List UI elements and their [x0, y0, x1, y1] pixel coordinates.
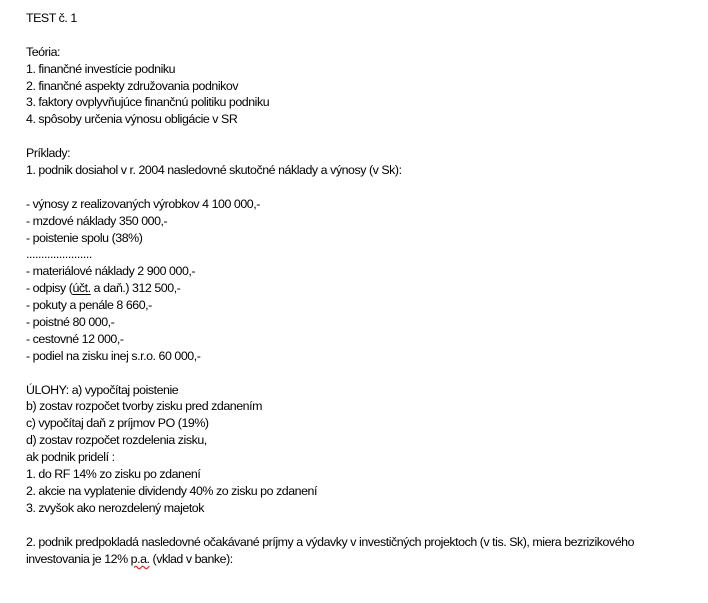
examples-heading: Príklady:	[26, 146, 71, 161]
cost-item: - výnosy z realizovaných výrobkov 4 100 000,-	[26, 196, 260, 211]
dotted-separator: ......................	[26, 247, 92, 262]
cost-item: - cestovné 12 000,-	[26, 331, 124, 346]
theory-item: 2. finančné aspekty združovania podnikov	[26, 78, 239, 93]
theory-item: 4. spôsoby určenia výnosu obligácie v SR	[26, 112, 238, 127]
document-title: TEST č. 1	[26, 11, 77, 25]
cost-item: - poistenie spolu (38%)	[26, 230, 143, 245]
example-1-intro: 1. podnik dosiahol v r. 2004 nasledovné skutočné náklady a výnosy (v Sk):	[26, 163, 402, 178]
example-2-intro: 2. podnik predpokladá nasledovné očakávané príjmy a výdavky v investičných projektoch (v tis. Sk), miera bezrizikového investovania je 12% p.a. (vklad v banke):	[26, 534, 635, 566]
cost-item: - mzdové náklady 350 000,-	[26, 213, 168, 228]
task-line: ak podnik pridelí :	[26, 450, 115, 465]
cost-item: - poistné 80 000,-	[26, 315, 115, 330]
task-line: d) zostav rozpočet rozdelenia zisku,	[26, 433, 207, 448]
task-line: ÚLOHY: a) vypočítaj poistenie	[26, 382, 179, 397]
document-body	[26, 10, 696, 567]
cost-item: - materiálové náklady 2 900 000,-	[26, 264, 196, 279]
theory-item: 3. faktory ovplyvňujúce finančnú politiku podniku	[26, 95, 270, 110]
theory-item: 1. finančné investície podniku	[26, 61, 176, 76]
task-line: c) vypočítaj daň z príjmov PO (19%)	[26, 416, 209, 431]
task-line: b) zostav rozpočet tvorby zisku pred zdanením	[26, 399, 262, 414]
cost-item: - odpisy (účt. a daň.) 312 500,-	[26, 281, 181, 296]
task-line: 2. akcie na vyplatenie dividendy 40% zo zisku po zdanení	[26, 483, 317, 498]
theory-heading: Teória:	[26, 44, 61, 59]
task-line: 1. do RF 14% zo zisku po zdanení	[26, 467, 201, 482]
task-line: 3. zvyšok ako nerozdelený majetok	[26, 500, 204, 515]
cost-item: - pokuty a penále 8 660,-	[26, 298, 152, 313]
cost-item: - podiel na zisku inej s.r.o. 60 000,-	[26, 348, 201, 363]
